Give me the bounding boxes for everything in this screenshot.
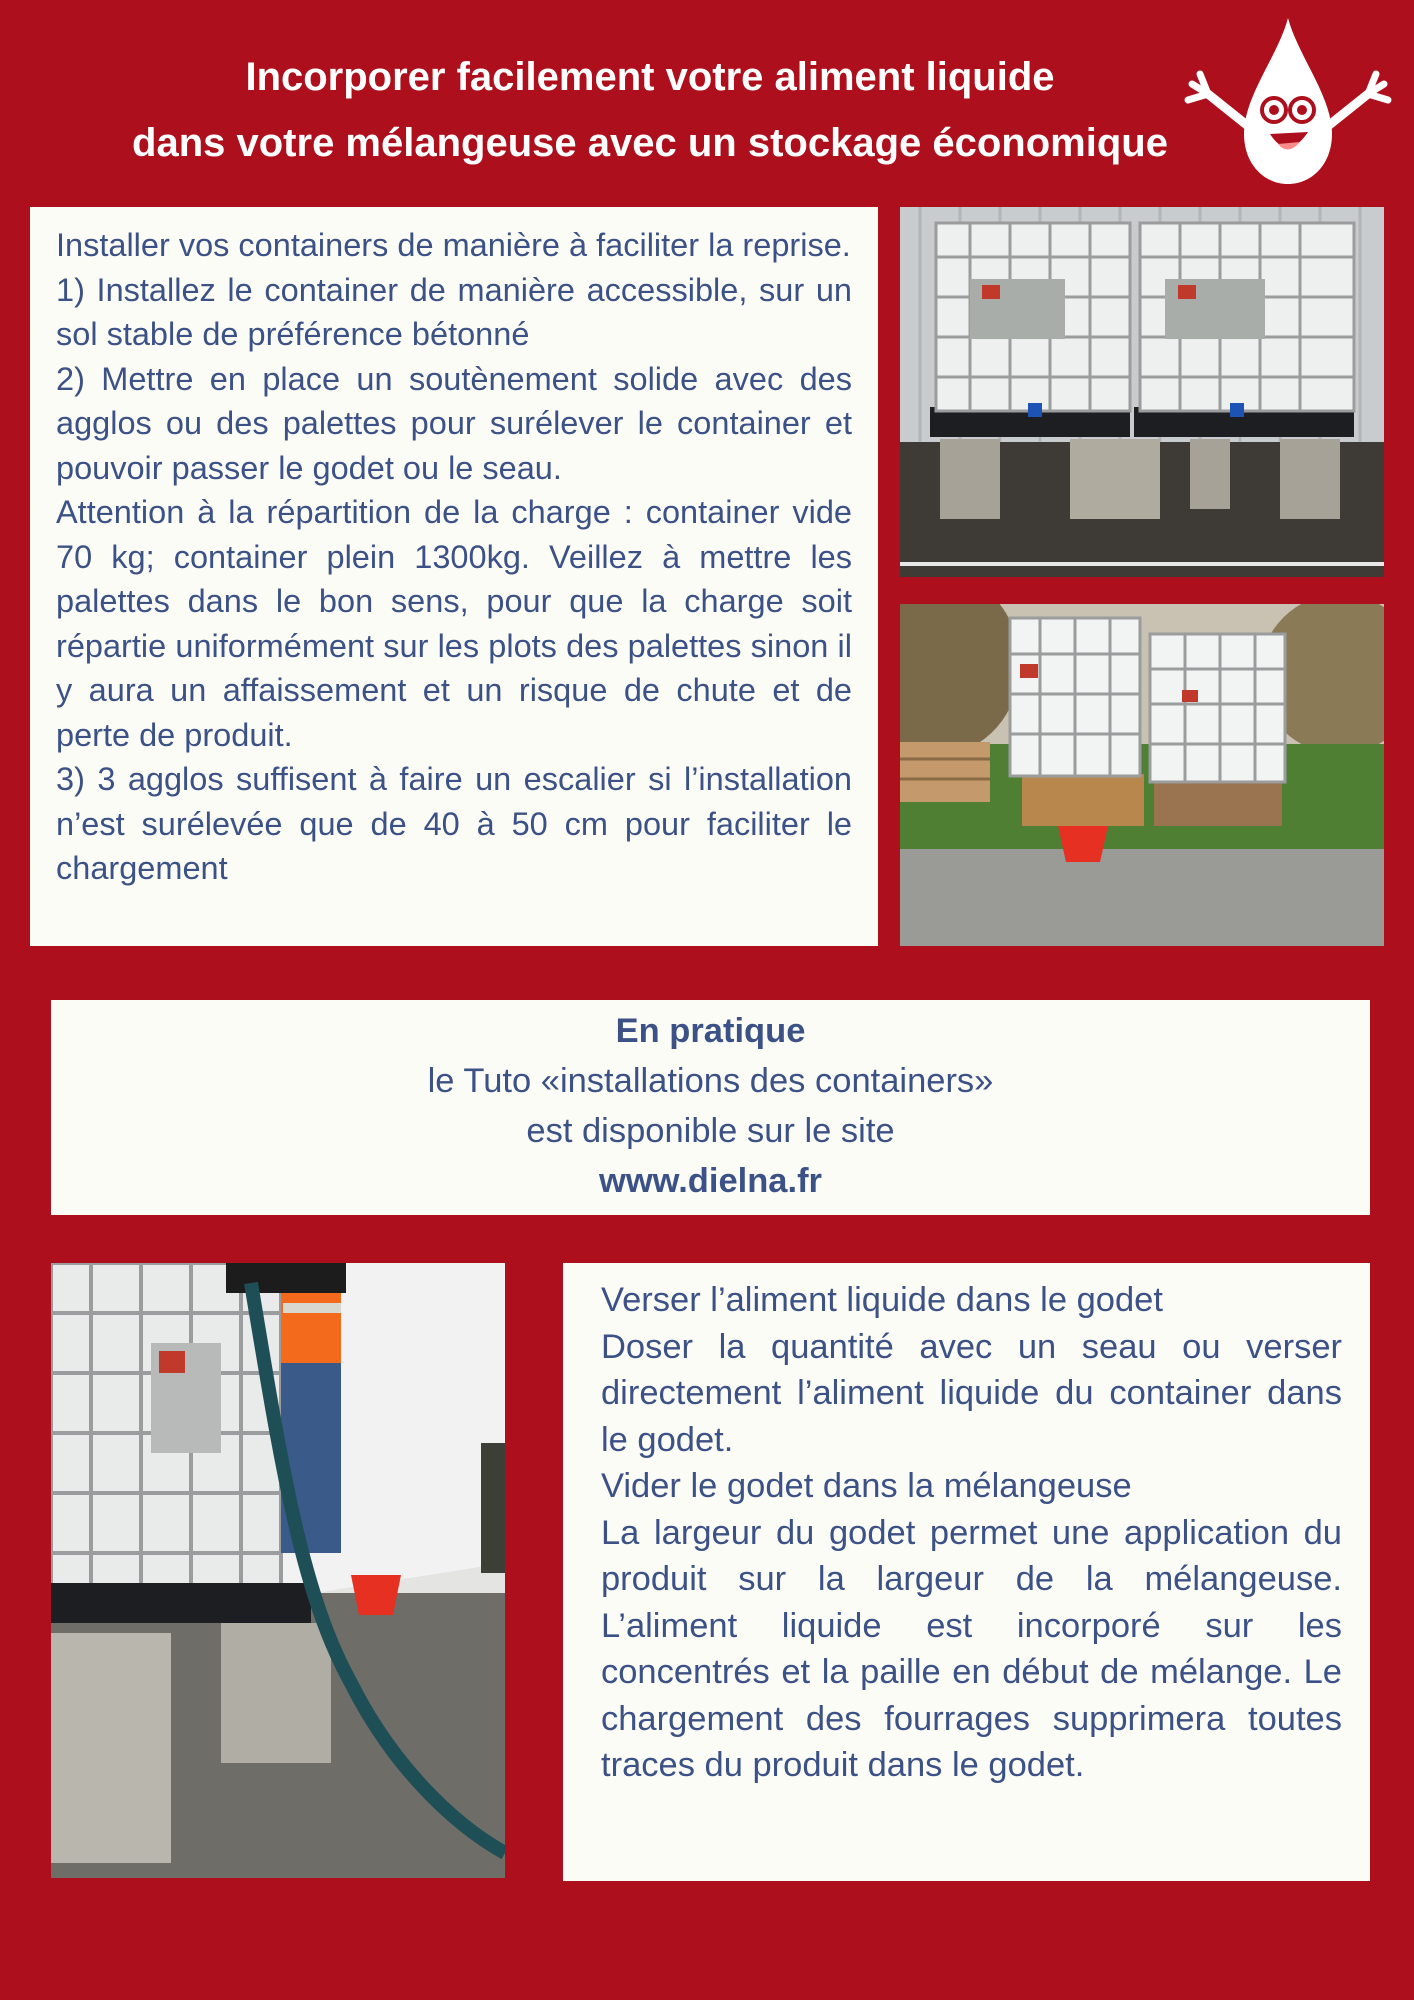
filling-bucket-from-container-photo [51, 1263, 505, 1878]
drop-mascot-icon [1178, 16, 1398, 186]
info-heading: En pratique [615, 1012, 806, 1050]
pouring-step-2: Vider le godet dans la mélangeuse [601, 1467, 1132, 1505]
info-line-2: est disponible sur le site [526, 1112, 895, 1150]
pouring-dosing: Doser la quantité avec un seau ou verser directement l’aliment liquide du container dans le godet. [601, 1327, 1342, 1459]
containers-on-concrete-blocks-photo [900, 207, 1384, 577]
website-link[interactable]: www.dielna.fr [598, 1162, 822, 1200]
installation-step-1: 1) Installez le container de manière accessible, sur un sol stable de préférence bétonné [56, 271, 852, 352]
pouring-explanation: La largeur du godet permet une application du produit sur la largeur de la mélangeuse. L’aliment liquide est incorporé sur les concentrés et la paille en début de mélange. Le chargement des fourrages supprimera toutes traces du produit dans le godet. [601, 1513, 1342, 1784]
pouring-step-1: Verser l’aliment liquide dans le godet [601, 1281, 1163, 1319]
page-title-line-1: Incorporer facilement votre aliment liquide [245, 55, 1055, 99]
pouring-instructions-box [563, 1263, 1370, 1881]
installation-warning: Attention à la répartition de la charge : container vide 70 kg; container plein 1300kg. Veillez à mettre les palettes dans le bon sens, pour que la charge soit répartie uniformément sur les plots des palettes sinon il y aura un affaissement et un risque de chute et de perte de produit. [56, 494, 852, 753]
containers-on-pallets-photo [900, 604, 1384, 946]
installation-intro: Installer vos containers de manière à faciliter la reprise. [56, 227, 851, 263]
installation-instructions-box [30, 207, 878, 946]
installation-step-3: 3) 3 agglos suffisent à faire un escalier si l’installation n’est surélevée que de 40 à 50 cm pour faciliter le chargement [56, 761, 852, 886]
info-banner-box [51, 1000, 1370, 1215]
installation-step-2: 2) Mettre en place un soutènement solide avec des agglos ou des palettes pour surélever le container et pouvoir passer le godet ou le seau. [56, 360, 852, 486]
info-line-1: le Tuto «installations des containers» [427, 1062, 994, 1100]
page-title-line-2: dans votre mélangeuse avec un stockage économique [132, 121, 1168, 165]
